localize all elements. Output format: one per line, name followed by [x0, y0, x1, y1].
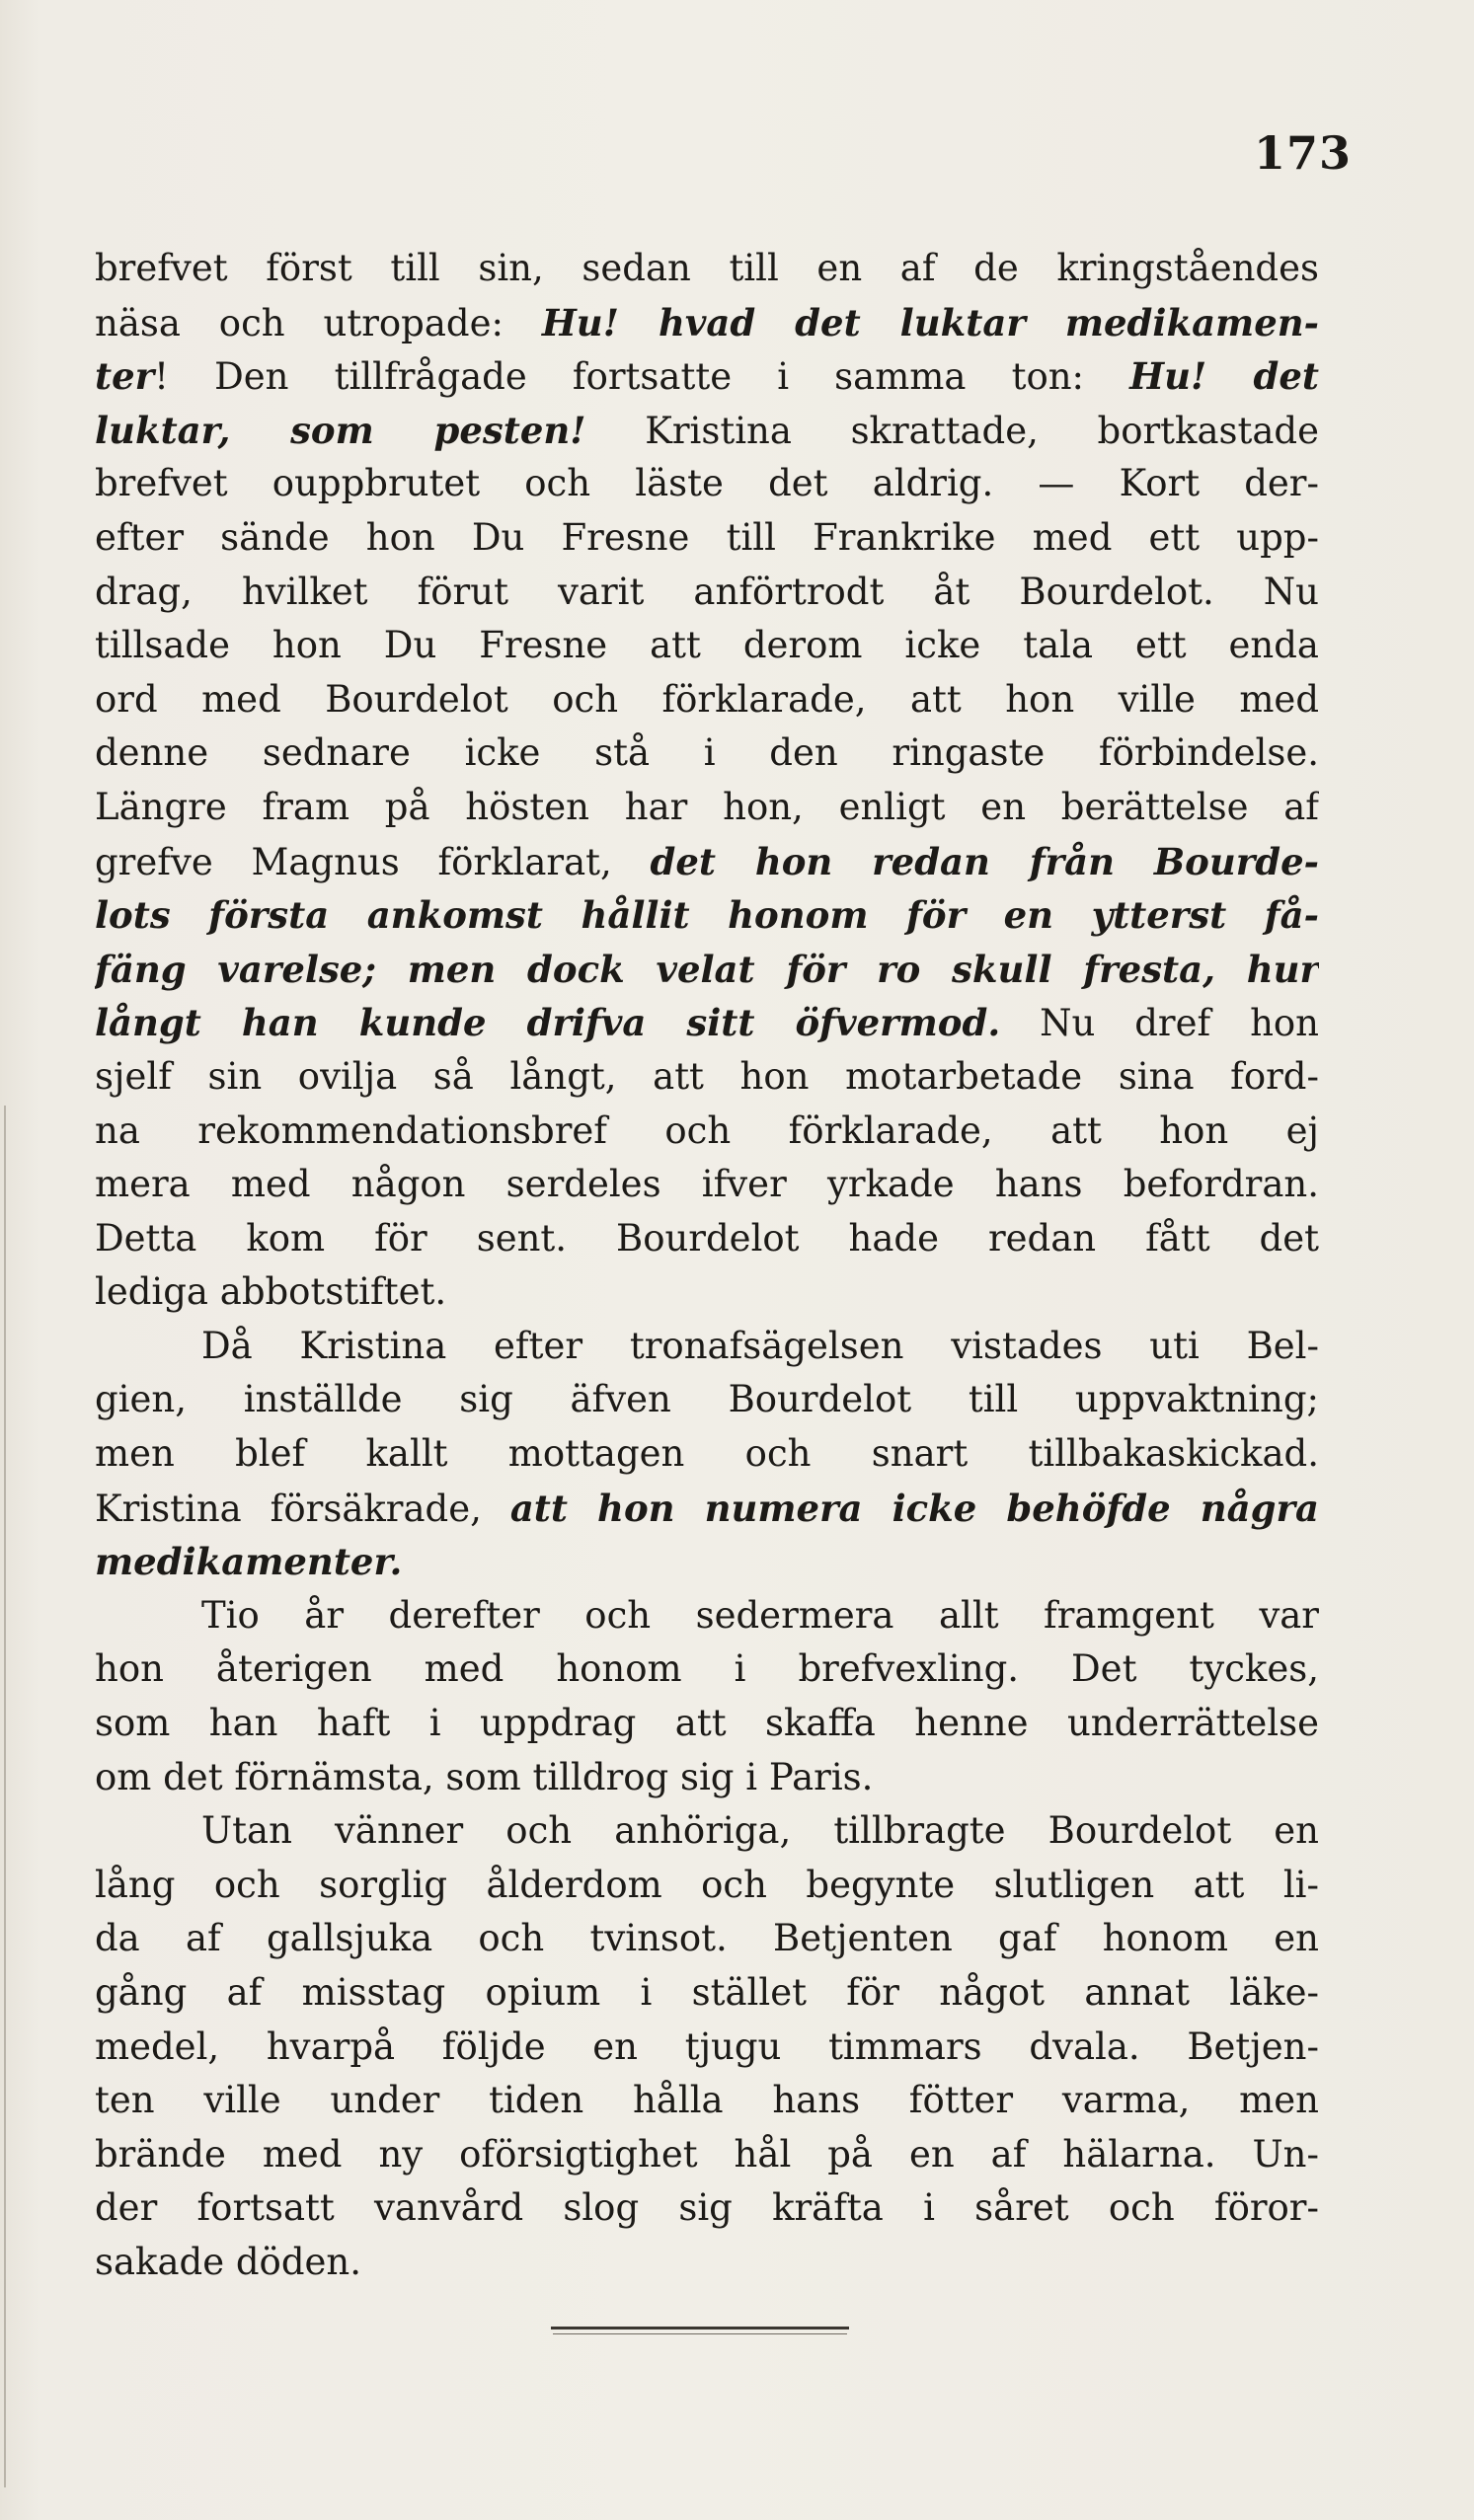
page-edge-shadow	[4, 1106, 6, 2487]
text-run: Nu dref hon	[1000, 1002, 1319, 1045]
text-line	[95, 726, 1319, 781]
italic-run: luktar, som pesten!	[95, 408, 586, 452]
text-line	[95, 888, 1319, 943]
italic-run: fäng varelse; men dock velat för ro skull fresta, hur	[95, 947, 1319, 991]
text-line	[95, 2128, 1319, 2182]
text-run: grefve Magnus förklarat,	[95, 840, 651, 883]
italic-run: Hu! hvad det luktar medikamen-	[541, 300, 1319, 344]
text-line	[95, 457, 1319, 511]
page-number: 173	[1254, 126, 1353, 180]
text-run: ! Den tillfrågade fortsatte i samma ton:	[154, 355, 1130, 399]
text-run: tillsade hon Du Fresne att derom icke tala ett enda	[95, 624, 1319, 667]
text-line	[95, 996, 1319, 1050]
text-line	[95, 1050, 1319, 1105]
text-line	[95, 1212, 1319, 1266]
text-line	[95, 296, 1319, 350]
italic-run: ter	[95, 354, 155, 399]
text-line	[95, 1966, 1319, 2021]
text-line	[95, 1642, 1319, 1697]
text-run: näsa och utropade:	[95, 301, 542, 344]
text-line	[95, 349, 1319, 404]
text-line	[95, 242, 1319, 296]
text-run: Detta kom för sent. Bourdelot hade redan fått det	[95, 1216, 1319, 1260]
text-run: om det förnämsta, som tilldrog sig i Paris.	[95, 1755, 874, 1798]
text-line	[95, 511, 1319, 566]
italic-run: Hu! det	[1129, 354, 1319, 399]
text-line	[95, 2236, 1319, 2290]
text-line	[95, 673, 1319, 727]
text-run: Kristina försäkrade,	[95, 1487, 510, 1530]
text-line	[95, 2021, 1319, 2075]
text-line	[95, 781, 1319, 835]
text-line	[95, 2074, 1319, 2128]
text-run: efter sände hon Du Fresne till Frankrike med ett upp-	[95, 515, 1319, 559]
text-run: brefvet först till sin, sedan till en af de kringståendes	[95, 247, 1319, 289]
text-run: denne sednare icke stå i den ringaste förbindelse.	[95, 731, 1319, 775]
italic-run: långt han kunde drifva sitt öfvermod.	[95, 1001, 1001, 1045]
text-line	[95, 1482, 1319, 1536]
italic-run: att hon numera icke behöfde några	[509, 1486, 1319, 1530]
text-line	[95, 566, 1319, 620]
text-run: hon återigen med honom i brefvexling. Det tyckes,	[95, 1647, 1319, 1691]
text-run: na rekommendationsbref och förklarade, att hon ej	[95, 1108, 1319, 1152]
text-line	[95, 1697, 1319, 1751]
text-line	[95, 404, 1319, 458]
text-line	[95, 1751, 1319, 1805]
text-run: gång af misstag opium i stället för något annat läke-	[95, 1971, 1319, 2014]
text-line	[95, 2181, 1319, 2236]
text-run: Då Kristina efter tronafsägelsen vistades uti Bel-	[201, 1324, 1319, 1367]
text-line	[95, 1265, 1319, 1320]
text-run: brände med ny oförsigtighet hål på en af hälarna. Un-	[95, 2132, 1319, 2176]
text-run: lång och sorglig ålderdom och begynte slutligen att li-	[95, 1863, 1319, 1906]
text-run: gien, inställde sig äfven Bourdelot till uppvaktning;	[95, 1378, 1319, 1421]
text-run: Kristina skrattade, bortkastade	[585, 409, 1319, 452]
text-line	[95, 1859, 1319, 1913]
text-run: sjelf sin ovilja så långt, att hon motarbetade sina ford-	[95, 1054, 1319, 1098]
text-run: drag, hvilket förut varit anförtrodt åt Bourdelot. Nu	[95, 570, 1319, 613]
text-line	[95, 1320, 1319, 1374]
text-run: Längre fram på hösten har hon, enligt en berättelse af	[95, 785, 1319, 828]
italic-run: medikamenter.	[95, 1540, 403, 1584]
text-line	[95, 835, 1319, 889]
text-run: Tio år derefter och sedermera allt framgent var	[201, 1593, 1319, 1637]
italic-run: det hon redan från Bourde-	[650, 839, 1319, 883]
text-line	[95, 943, 1319, 997]
text-line	[95, 1158, 1319, 1212]
end-rule-underline	[553, 2333, 847, 2334]
text-run: som han haft i uppdrag att skaffa henne underrättelse	[95, 1702, 1319, 1745]
text-line	[95, 1427, 1319, 1482]
text-run: ten ville under tiden hålla hans fötter varma, men	[95, 2079, 1319, 2122]
text-run: men blef kallt mottagen och snart tillbakaskickad.	[95, 1432, 1319, 1476]
body-text	[95, 242, 1319, 2290]
text-run: der fortsatt vanvård slog sig kräfta i såret och föror-	[95, 2186, 1319, 2230]
italic-run: lots första ankomst hållit honom för en ytterst få-	[95, 893, 1319, 938]
end-rule	[551, 2327, 849, 2329]
text-line	[95, 1804, 1319, 1859]
text-line	[95, 1912, 1319, 1966]
text-line	[95, 619, 1319, 673]
text-line	[95, 1535, 1319, 1589]
text-run: Utan vänner och anhöriga, tillbragte Bourdelot en	[201, 1809, 1319, 1853]
text-run: mera med någon serdeles ifver yrkade hans befordran.	[95, 1163, 1319, 1206]
text-run: medel, hvarpå följde en tjugu timmars dvala. Betjen-	[95, 2024, 1319, 2068]
text-run: brefvet ouppbrutet och läste det aldrig. — Kort der-	[95, 462, 1319, 505]
text-run: lediga abbotstiftet.	[95, 1270, 447, 1314]
text-run: ord med Bourdelot och förklarade, att hon ville med	[95, 677, 1319, 721]
text-run: da af gallsjuka och tvinsot. Betjenten gaf honom en	[95, 1917, 1319, 1960]
text-line	[95, 1373, 1319, 1427]
text-run: sakade döden.	[95, 2240, 362, 2283]
text-line	[95, 1589, 1319, 1643]
text-line	[95, 1105, 1319, 1159]
